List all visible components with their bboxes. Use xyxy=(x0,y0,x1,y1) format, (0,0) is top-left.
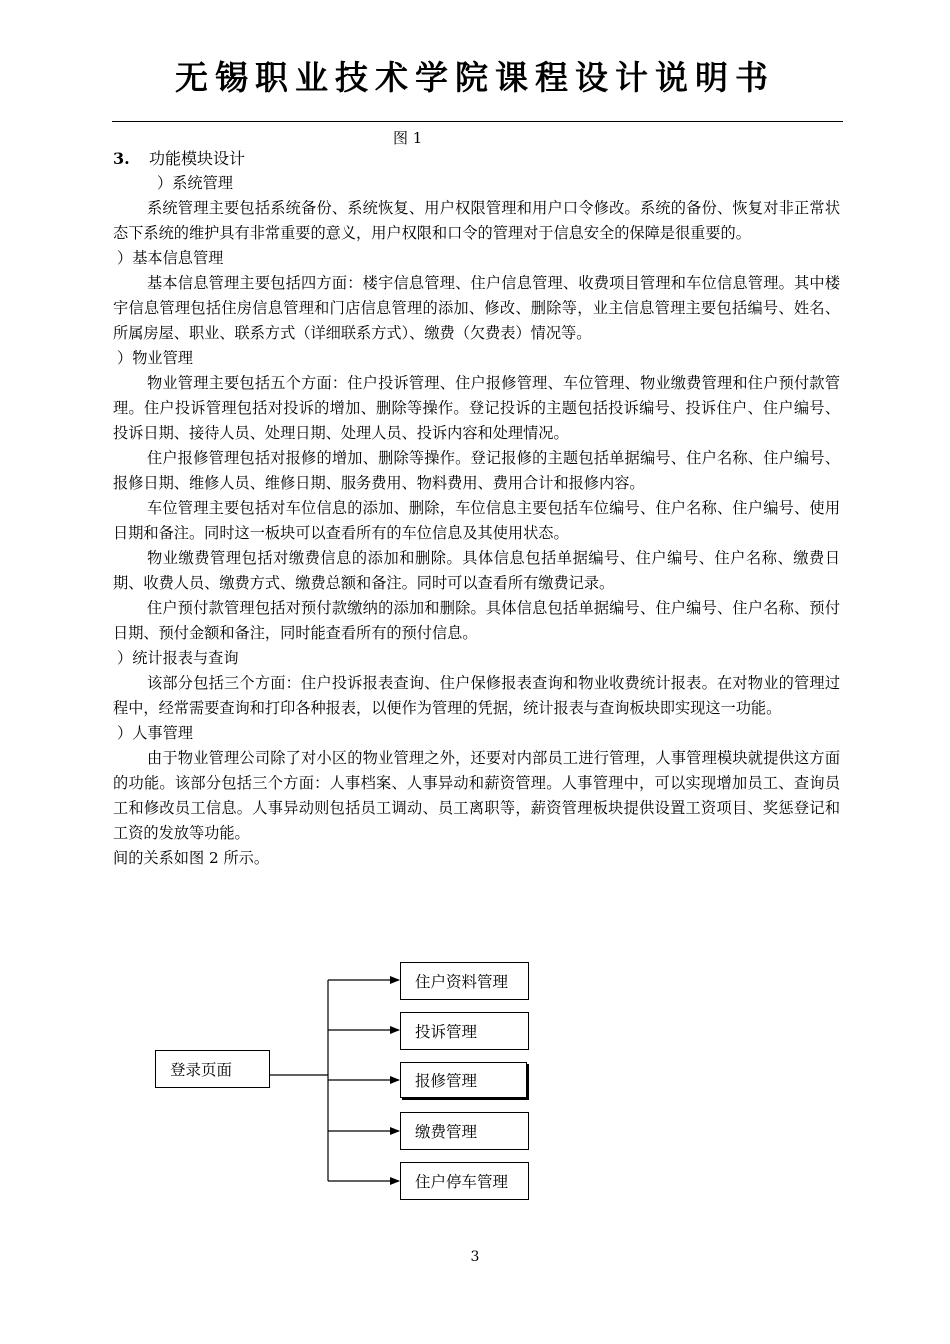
subsection-heading-basic-info: ）基本信息管理 xyxy=(117,249,224,267)
paragraph-tail: 间的关系如图 2 所示。 xyxy=(113,849,270,867)
paragraph: 该部分包括三个方面：住户投诉报表查询、住户保修报表查询和物业收费统计报表。在对物业的管理过程中，经常需要查询和打印各种报表，以便作为管理的凭据，统计报表与查询板块即实现这一功能。 xyxy=(113,674,840,717)
subsection-heading-property: ）物业管理 xyxy=(117,349,193,367)
section-title: 功能模块设计 xyxy=(149,149,246,168)
paragraph: 由于物业管理公司除了对小区的物业管理之外，还要对内部员工进行管理，人事管理模块就提供这方面的功能。该部分包括三个方面：人事档案、人事异动和薪资管理。人事管理中，可以实现增加员工、查询员工和修改员工信息。人事异动则包括员工调动、员工离职等，薪资管理板块提供设置工资项目、奖惩登记和工资的发放等功能。 xyxy=(113,749,840,842)
header-rule xyxy=(112,121,843,122)
subsection-heading-hr: ）人事管理 xyxy=(117,724,193,742)
section-number: 3. xyxy=(113,149,130,168)
document-body xyxy=(113,146,840,871)
section-heading xyxy=(113,146,840,171)
diagram-child-box: 报修管理 xyxy=(400,1062,527,1098)
diagram-child-box: 投诉管理 xyxy=(400,1012,529,1050)
paragraph: 住户预付款管理包括对预付款缴纳的添加和删除。具体信息包括单据编号、住户编号、住户名称、预付日期、预付金额和备注，同时能查看所有的预付信息。 xyxy=(113,599,840,642)
document-header-title: 无锡职业技术学院课程设计说明书 xyxy=(175,58,775,97)
figure-1-caption: 图 1 xyxy=(393,129,423,147)
subsection-heading-reports: ）统计报表与查询 xyxy=(117,649,239,667)
page-number: 3 xyxy=(470,1249,480,1265)
paragraph: 住户报修管理包括对报修的增加、删除等操作。登记报修的主题包括单据编号、住户名称、住户编号、报修日期、维修人员、维修日期、服务费用、物料费用、费用合计和报修内容。 xyxy=(113,449,840,492)
subsection-heading-system: ）系统管理 xyxy=(157,174,233,192)
paragraph: 车位管理主要包括对车位信息的添加、删除，车位信息主要包括车位编号、住户名称、住户编号、使用日期和备注。同时这一板块可以查看所有的车位信息及其使用状态。 xyxy=(113,499,840,542)
paragraph: 基本信息管理主要包括四方面：楼宇信息管理、住户信息管理、收费项目管理和车位信息管理。其中楼宇信息管理包括住房信息管理和门店信息管理的添加、修改、删除等，业主信息管理主要包括编号、姓名、所属房屋、职业、联系方式（详细联系方式）、缴费（欠费表）情况等。 xyxy=(113,274,840,342)
paragraph: 物业缴费管理包括对缴费信息的添加和删除。具体信息包括单据编号、住户编号、住户名称、缴费日期、收费人员、缴费方式、缴费总额和备注。同时可以查看所有缴费记录。 xyxy=(113,549,840,592)
diagram-child-box: 住户资料管理 xyxy=(400,962,529,1000)
diagram-root-box: 登录页面 xyxy=(155,1050,270,1088)
paragraph: 物业管理主要包括五个方面：住户投诉管理、住户报修管理、车位管理、物业缴费管理和住户预付款管理。住户投诉管理包括对投诉的增加、删除等操作。登记投诉的主题包括投诉编号、投诉住户、住户编号、投诉日期、接待人员、处理日期、处理人员、投诉内容和处理情况。 xyxy=(113,374,840,442)
paragraph: 系统管理主要包括系统备份、系统恢复、用户权限管理和用户口令修改。系统的备份、恢复对非正常状态下系统的维护具有非常重要的意义，用户权限和口令的管理对于信息安全的保障是很重要的。 xyxy=(113,199,840,242)
module-diagram xyxy=(0,950,950,1210)
diagram-child-box: 缴费管理 xyxy=(400,1112,529,1150)
diagram-child-box: 住户停车管理 xyxy=(400,1162,529,1200)
